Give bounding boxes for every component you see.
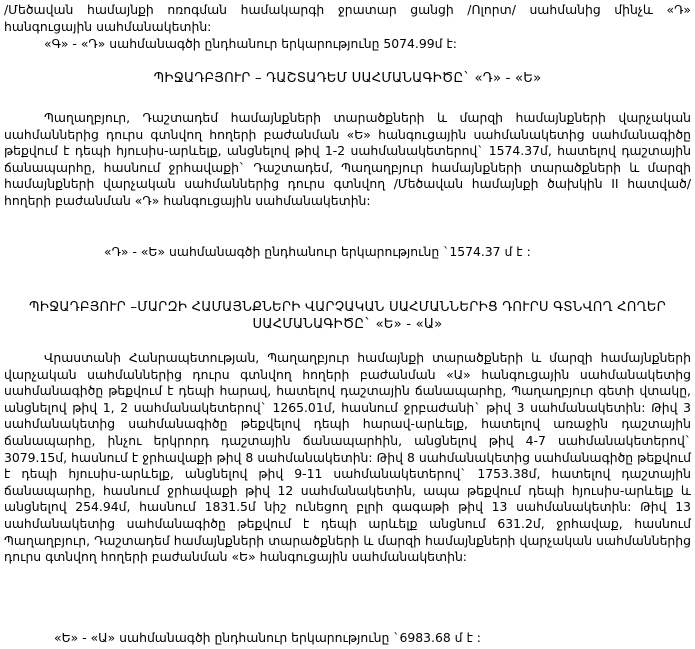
section-2-heading-line-1: ՊԻՋԱԴԲՅՈՒՐ –ՄԱՐԶԻ ՀԱՄԱՅՆՔՆԵՐԻ ՎԱՐՉԱԿԱՆ ՍԱՀՄԱՆՆԵՐԻՑ ԴՈՒՐՍ ԳՏՆՎՈՂ ՀՈՂԵՐ bbox=[29, 300, 666, 315]
section-2-body: Վրաստանի Հանրապետության, Պաղաղբյուր համայնքի տարածքների և մարզի համայնքների վարչական սահմաններից դուրս գտնվող հողերի բաժանման «Ա» հանգուցային սահմանակետից սահմանագիծը թեքվում է դեպի հարավ, հատելով դաշտային ճանապարհը, Պաղաղբյուր գետի վտակը, անցնելով թիվ 1, 2 սահմանակետերով` 1265.01մ, հասնում ջրբաժանի` թիվ 3 սահմանակետին: Թիվ 3 սահմանակետից սահմանագիծը թեքվելով դեպի հարավ-արևելք, հատելով առաջին դաշտային ճանապարհը, ինչու երկրորդ դաշտային ճանապարհին, անցնելով թիվ 4-7 սահմանակետերով` 3079.15մ, հասնում է ջրհավաքի թիվ 8 սահմանակետին: Թիվ 8 սահմանակետից սահմանագիծը թեքվում է դեպի հյուսիս-արևելք, անցնելով թիվ 9-11 սահմանակետերով` 1753.38մ, հատելով դաշտային ճանապարհը, հասնում ջրհավաքի թիվ 12 սահմանակետին, ապա թեքվում դեպի հյուսիս-արևելք և անցնելով 254.94մ, հասնում 1831.5մ նիշ ունեցող բլրի գագաթի թիվ 13 սահմանակետին: Թիվ 13 սահմանակետից սահմանագիծը թեքվում է դեպի արևելք անցնում 631.2մ, ջրհավաք, հասնում Պաղաղբյուր, Դաշտադեմ համայնքների տարածքների և մարզի համայնքների վարչական սահմաններից դուրս գտնվող հողերի բաժանման «Ե» հանգուցային սահմանակետին: bbox=[4, 350, 691, 565]
intro-summary: «Գ» - «Դ» սահմանագծի ընդհանուր երկարությունը 5074.99մ է: bbox=[44, 36, 457, 51]
section-2-heading-line-2: ՍԱՀՄԱՆԱԳԻԾԸ` «Ե» - «Ա» bbox=[252, 317, 443, 332]
section-1-heading: ՊԻՋԱԴԲՅՈՒՐ – ԴԱՇՏԱԴԵՄ ՍԱՀՄԱՆԱԳԻԾԸ` «Դ» - «Ե» bbox=[153, 71, 542, 86]
section-2-summary: «Ե» - «Ա» սահմանագծի ընդհանուր երկարությունը `6983.68 մ է : bbox=[54, 630, 481, 645]
section-1-summary: «Դ» - «Ե» սահմանագծի ընդհանուր երկարությունը `1574.37 մ է : bbox=[104, 244, 531, 259]
intro-paragraph: /Մեծավան համայնքի ոռոգման համակարգի ջրատար ցանցի /Ոլորտ/ սահմանից մինչև «Դ» հանգուցային սահմանակետին: bbox=[4, 2, 691, 34]
section-1-body: Պաղաղբյուր, Դաշտադեմ համայնքների տարածքների և մարզի համայնքների վարչական սահմաններից դուրս գտնվող հողերի բաժանման «Ե» հանգուցային սահմանակետից սահմանագիծը թեքվում է դեպի հյուսիս-արևելք, անցնելով թիվ 1-2 սահմանակետերով` 1574.37մ, հատելով դաշտային ճանապարհը, հասնում ջրհավաքի` Դաշտադեմ, Պաղաղբյուր համայնքների տարածքների և մարզի համայնքների վարչական սահմաններից դուրս գտնվող /Մեծավան համայնքի ծախկին II հատված/ հողերի բաժանման «Դ» հանգուցային սահմանակետին: bbox=[4, 110, 691, 208]
